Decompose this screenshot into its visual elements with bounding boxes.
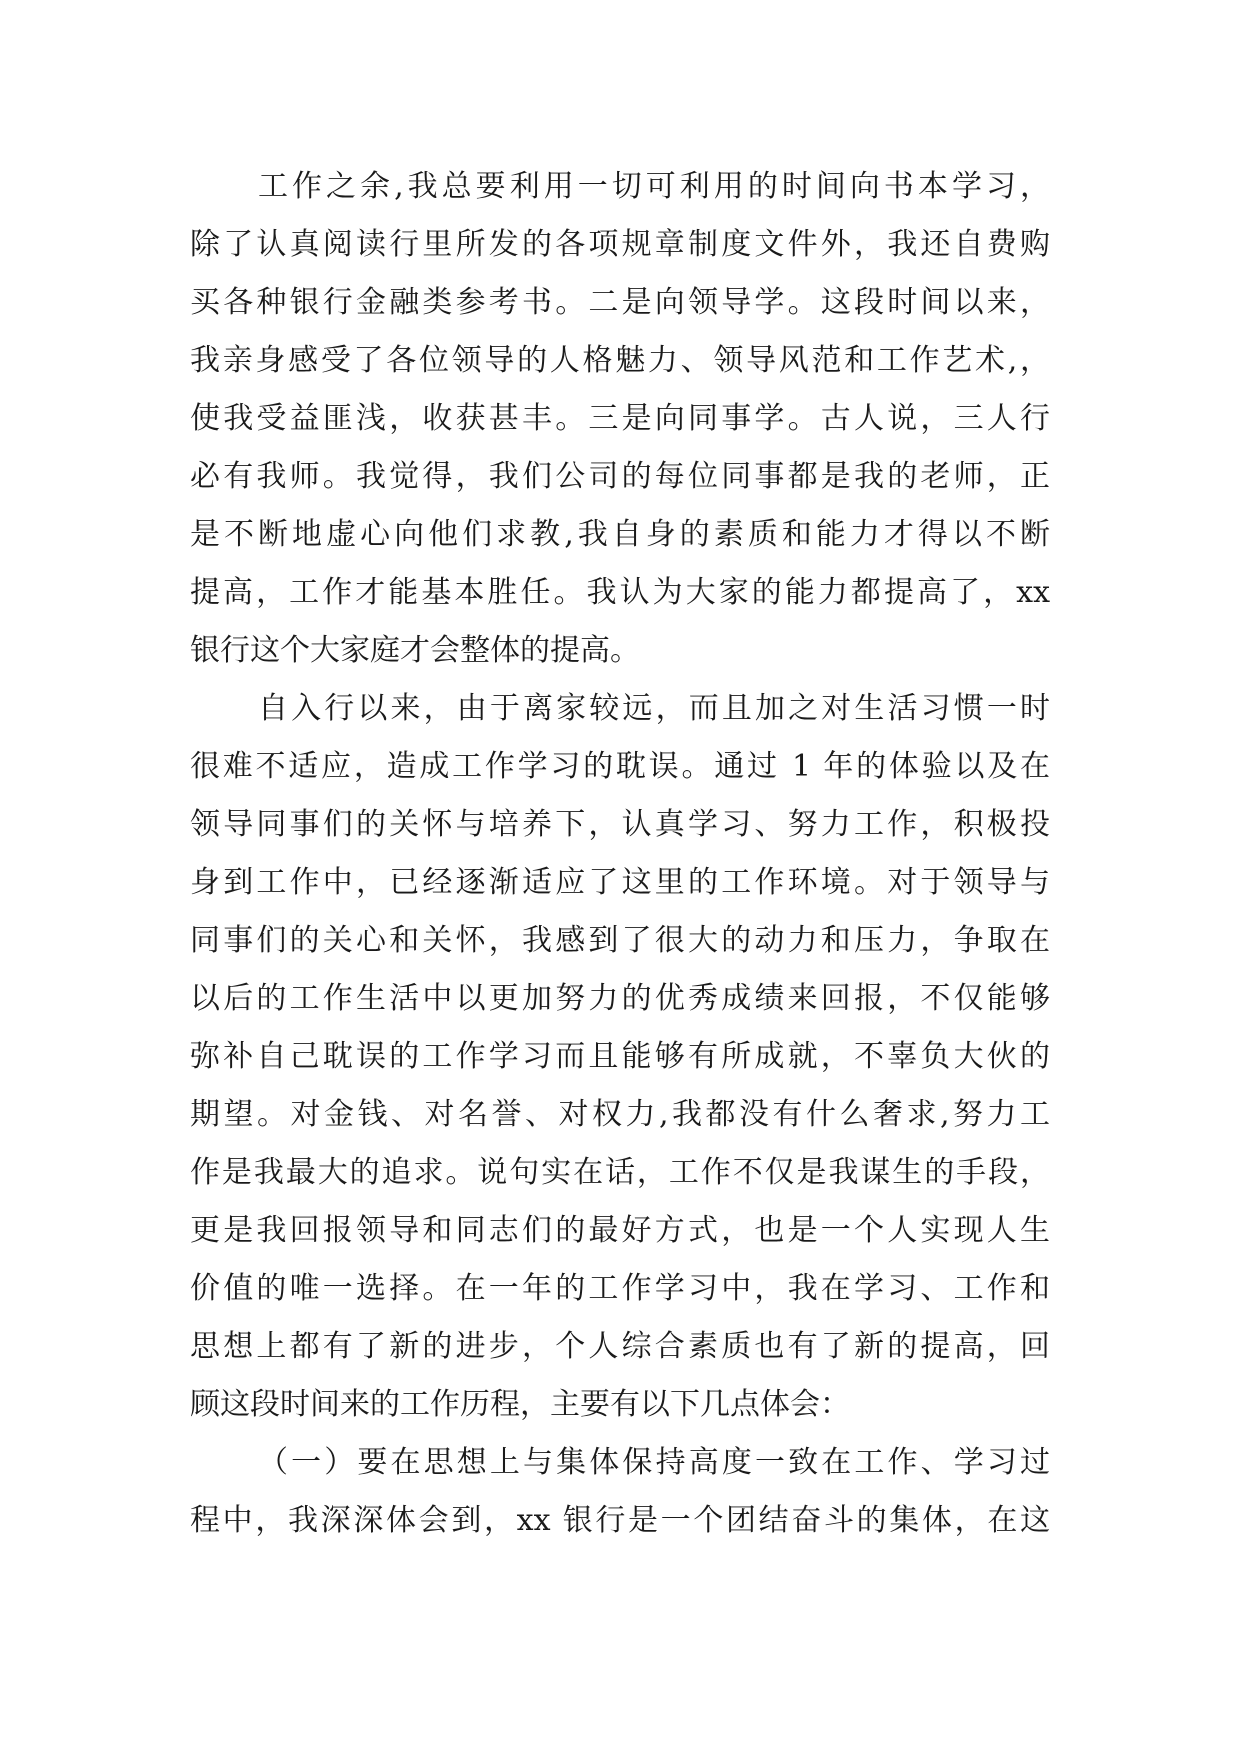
- paragraph-2-line-12: 思想上都有了新的进步，个人综合素质也有了新的提高，回: [190, 1329, 1050, 1364]
- paragraph-1-line-1: 工作之余,我总要利用一切可利用的时间向书本学习，: [258, 169, 1050, 204]
- document-body: [190, 158, 1050, 1550]
- paragraph-2-line-2: 很难不适应，造成工作学习的耽误。通过 1 年的体验以及在: [190, 749, 1050, 784]
- paragraph-1-line-4: 我亲身感受了各位领导的人格魅力、领导风范和工作艺术,，: [190, 343, 1050, 378]
- paragraph-2-line-3: 领导同事们的关怀与培养下，认真学习、努力工作，积极投: [190, 807, 1050, 842]
- paragraph-1-line-9: 银行这个大家庭才会整体的提高。: [190, 633, 640, 668]
- paragraph-1-line-5: 使我受益匪浅，收获甚丰。三是向同事学。古人说，三人行: [190, 401, 1050, 436]
- paragraph-1-line-3: 买各种银行金融类参考书。二是向领导学。这段时间以来，: [190, 285, 1050, 320]
- paragraph-2-line-1: 自入行以来，由于离家较远，而且加之对生活习惯一时: [258, 691, 1050, 726]
- paragraph-2-line-7: 弥补自己耽误的工作学习而且能够有所成就，不辜负大伙的: [190, 1039, 1050, 1074]
- paragraph-1-line-2: 除了认真阅读行里所发的各项规章制度文件外，我还自费购: [190, 227, 1050, 262]
- paragraph-1-line-6: 必有我师。我觉得，我们公司的每位同事都是我的老师，正: [190, 459, 1050, 494]
- paragraph-3-line-2: 程中，我深深体会到，xx 银行是一个团结奋斗的集体，在这: [190, 1503, 1050, 1538]
- paragraph-3-line-1: （一）要在思想上与集体保持高度一致在工作、学习过: [258, 1445, 1050, 1480]
- paragraph-2-line-5: 同事们的关心和关怀，我感到了很大的动力和压力，争取在: [190, 923, 1050, 958]
- paragraph-1-line-8: 提高，工作才能基本胜任。我认为大家的能力都提高了，xx: [190, 575, 1050, 610]
- paragraph-2-line-13: 顾这段时间来的工作历程，主要有以下几点体会：: [190, 1387, 850, 1422]
- paragraph-2-line-4: 身到工作中，已经逐渐适应了这里的工作环境。对于领导与: [190, 865, 1050, 900]
- paragraph-1-line-7: 是不断地虚心向他们求教,我自身的素质和能力才得以不断: [190, 517, 1050, 552]
- paragraph-2-line-6: 以后的工作生活中以更加努力的优秀成绩来回报，不仅能够: [190, 981, 1050, 1016]
- paragraph-2-line-8: 期望。对金钱、对名誉、对权力,我都没有什么奢求,努力工: [190, 1097, 1050, 1132]
- paragraph-2-line-9: 作是我最大的追求。说句实在话，工作不仅是我谋生的手段，: [190, 1155, 1050, 1190]
- paragraph-2-line-10: 更是我回报领导和同志们的最好方式，也是一个人实现人生: [190, 1213, 1050, 1248]
- paragraph-2-line-11: 价值的唯一选择。在一年的工作学习中，我在学习、工作和: [190, 1271, 1050, 1306]
